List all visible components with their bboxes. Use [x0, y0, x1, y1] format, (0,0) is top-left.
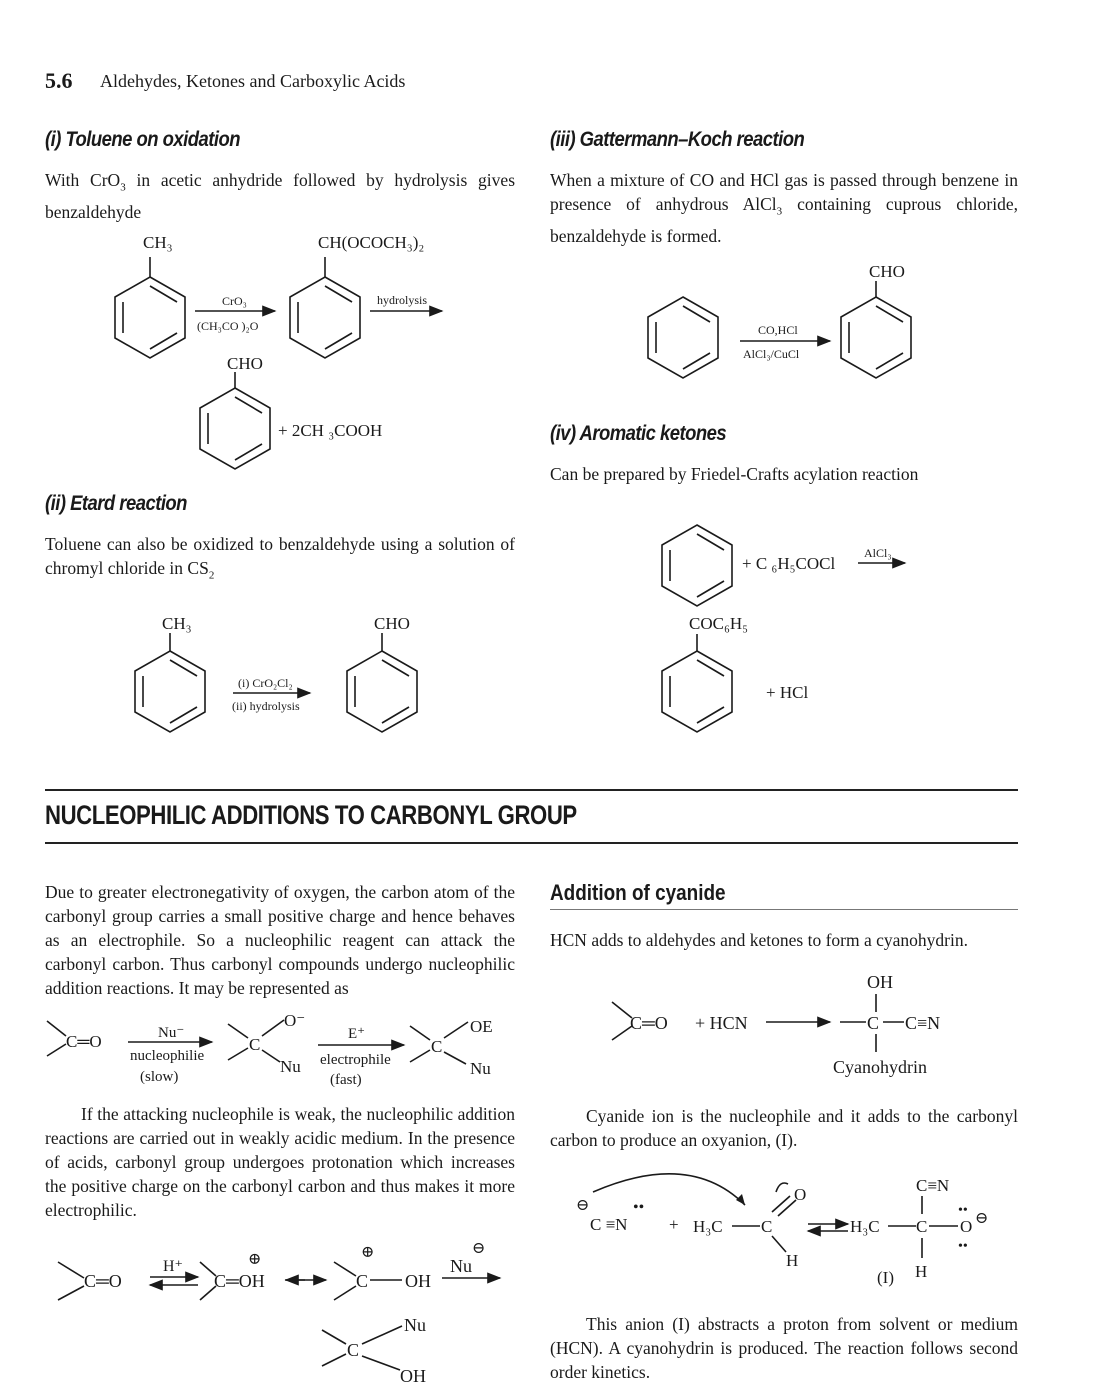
electron-shift-arrow — [776, 1183, 788, 1192]
bond — [772, 1236, 786, 1252]
cyanide-intro: HCN adds to aldehydes and ketones to form a cyanohydrin. — [550, 930, 968, 950]
benzene-ring-intermediate — [290, 257, 360, 358]
nucleophile-reagent: Nu⁻ — [158, 1025, 185, 1041]
etard-cho-label: CHO — [374, 614, 410, 633]
benzene-ring-toluene-etard — [135, 633, 205, 732]
reagent-alcl3-cucl: AlCl₃/CuCl — [743, 347, 800, 361]
section-iv-title: (iv) Aromatic ketones — [550, 422, 727, 445]
section-iii-text: When a mixture of CO and HCl gas is passed through benzene in presence of anhydrous AlCl$_3$ containing cuprous chloride, benzaldehyde is formed. — [550, 170, 1018, 246]
benzene-ring-ketone-product — [662, 634, 732, 732]
curved-arrow-head — [736, 1194, 745, 1205]
protonated-carbonyl-label: C═OH — [214, 1271, 265, 1291]
intermediate-label: CH(OCOCH₃)₂ — [318, 233, 425, 252]
reagent-chromyl-chloride: (i) CrO₂Cl₂ — [238, 676, 293, 690]
electrophile-label: electrophile — [320, 1052, 391, 1068]
main-section-heading: NUCLEOPHILIC ADDITIONS TO CARBONYL GROUP — [45, 800, 577, 830]
positive-charge: ⊕ — [361, 1244, 375, 1261]
hydrolysis-label: hydrolysis — [377, 293, 428, 307]
carbonyl-label: C═O — [630, 1013, 668, 1033]
adduct-oh-label: OH — [400, 1366, 426, 1386]
oxyanion-label: O⁻ — [284, 1011, 306, 1030]
carbonyl-label: C═O — [66, 1032, 102, 1051]
section-i-text: With CrO$_3$ in acetic anhydride followed by hydrolysis gives benzaldehyde — [45, 170, 515, 222]
curved-arrow — [593, 1174, 745, 1205]
lone-pair: •• — [958, 1203, 968, 1218]
nucleophile-reagent: Nu — [450, 1256, 472, 1276]
plus-sign: + — [669, 1215, 679, 1234]
carbonyl-bonds — [612, 1002, 632, 1040]
heading-rule-bottom — [45, 842, 1018, 844]
proton-label: H⁺ — [163, 1258, 183, 1275]
nu-group-label: Nu — [470, 1059, 491, 1078]
byproduct-acetic-acid: + 2CH ₃COOH — [278, 421, 383, 440]
carbon-label: C — [347, 1340, 360, 1360]
section-ii-text: Toluene can also be oxidized to benzaldehyde using a solution of chromyl chloride in $CS_2$ — [45, 534, 515, 582]
negative-charge: ⊖ — [576, 1197, 590, 1214]
page-number: 5.6 — [45, 68, 73, 93]
cyanohydrin-label: Cyanohydrin — [833, 1057, 927, 1077]
catalyst-alcl3: AlCl₃ — [864, 546, 892, 560]
nucleophilic-para-1: Due to greater electronegativity of oxygen, the carbon atom of the carbonyl group carries a small positive charge and hence behaves as an electrophile. So a nucleophilic reagent can attack the carbonyl carbon. Thus carbonyl compounds undergo nucleophilic addition reactions. It may be represented as — [45, 882, 515, 998]
lone-pair: •• — [633, 1199, 645, 1216]
carbon-label: C — [356, 1271, 369, 1291]
gattermann-cho-label: CHO — [869, 262, 905, 281]
section-iii-title: (iii) Gattermann–Koch reaction — [550, 128, 805, 151]
lone-pair: •• — [958, 1239, 968, 1254]
hydroxyl-label: OH — [405, 1271, 431, 1291]
hydroxyl-label: OH — [867, 972, 893, 992]
hcn-reagent: + HCN — [695, 1013, 748, 1033]
nucleophilic-para-2: If the attacking nucleophile is weak, the nucleophilic addition reactions are carried out in weakly acidic medium. In the presence of acids, carbonyl group undergoes protonation which increases the positive charge on the carbonyl carbon and thus makes it more electrophilic. — [45, 1104, 515, 1220]
section-iv-text: Can be prepared by Friedel-Crafts acylation reaction — [550, 464, 919, 484]
positive-charge: ⊕ — [248, 1251, 262, 1268]
reagent-benzoyl-chloride: + C ₆H₅COCl — [742, 554, 836, 573]
nucleophile-label: nucleophilie — [130, 1048, 205, 1064]
section-ii-title: (ii) Etard reaction — [45, 492, 187, 515]
benzene-ring-gattermann — [648, 297, 718, 378]
oe-group-label: OE — [470, 1017, 493, 1036]
cyanide-para-1: Cyanide ion is the nucleophile and it adds to the carbonyl carbon to produce an oxyanion, (I). — [550, 1106, 1018, 1150]
oxyanion-i-label: (I) — [877, 1268, 894, 1287]
reagent-cro3: CrO₃ — [222, 294, 247, 308]
cyanide-para-2: This anion (I) abstracts a proton from solvent or medium (HCN). A cyanohydrin is produced. The reaction follows second order kinetics. — [550, 1314, 1018, 1382]
benzene-ring-toluene — [115, 257, 185, 358]
ketone-coc6h5-label: COC₆H₅ — [689, 614, 749, 633]
carbon-label: C — [249, 1035, 261, 1054]
oxyanion-label: O — [960, 1217, 973, 1236]
slow-label: (slow) — [140, 1069, 179, 1085]
benzene-ring-etard-product — [347, 633, 417, 732]
toluene-ch3-label: CH₃ — [143, 233, 173, 252]
reagent-co-hcl: CO,HCl — [758, 323, 798, 337]
double-bond — [772, 1196, 790, 1212]
fast-label: (fast) — [330, 1072, 362, 1088]
carbon-label: C — [867, 1013, 880, 1033]
nu-group-label: Nu — [280, 1057, 301, 1076]
methyl-label: H₃C — [850, 1217, 880, 1236]
section-i-title: (i) Toluene on oxidation — [45, 128, 241, 151]
cyanide-heading-rule — [550, 909, 1018, 910]
etard-ch3-label: CH₃ — [162, 614, 192, 633]
cyanide-ion-label: C ≡N — [590, 1215, 628, 1234]
negative-charge: ⊖ — [975, 1210, 989, 1227]
carbon-label: C — [916, 1217, 928, 1236]
carbonyl-label: C═O — [84, 1271, 122, 1291]
carbonyl-bonds — [58, 1262, 84, 1300]
carbonyl-bonds — [47, 1021, 66, 1056]
chapter-title: Aldehydes, Ketones and Carboxylic Acids — [100, 71, 406, 91]
cyanide-heading: Addition of cyanide — [550, 880, 726, 905]
product-cho-label: CHO — [227, 354, 263, 373]
benzene-ring-gattermann-product — [841, 281, 911, 378]
adduct-bonds — [322, 1326, 402, 1370]
carbon-label: C — [761, 1217, 773, 1236]
electrophile-reagent: E⁺ — [348, 1026, 366, 1042]
hydrogen-label: H — [786, 1251, 799, 1270]
nitrile-label: C≡N — [905, 1013, 941, 1033]
carbon-label: C — [431, 1037, 443, 1056]
hydrogen-label: H — [915, 1262, 928, 1281]
byproduct-hcl: + HCl — [766, 683, 809, 702]
adduct-nu-label: Nu — [404, 1315, 426, 1335]
negative-charge: ⊖ — [472, 1240, 486, 1257]
benzene-ring-benzaldehyde — [200, 372, 270, 469]
benzene-ring-friedel-crafts — [662, 525, 732, 606]
reagent-hydrolysis: (ii) hydrolysis — [232, 699, 300, 713]
reagent-acetic-anhydride: (CH₃CO )₂O — [197, 319, 259, 333]
oxygen-label: O — [794, 1185, 807, 1204]
heading-rule-top — [45, 789, 1018, 791]
methyl-label: H₃C — [693, 1217, 723, 1236]
nitrile-label: C≡N — [916, 1176, 950, 1195]
